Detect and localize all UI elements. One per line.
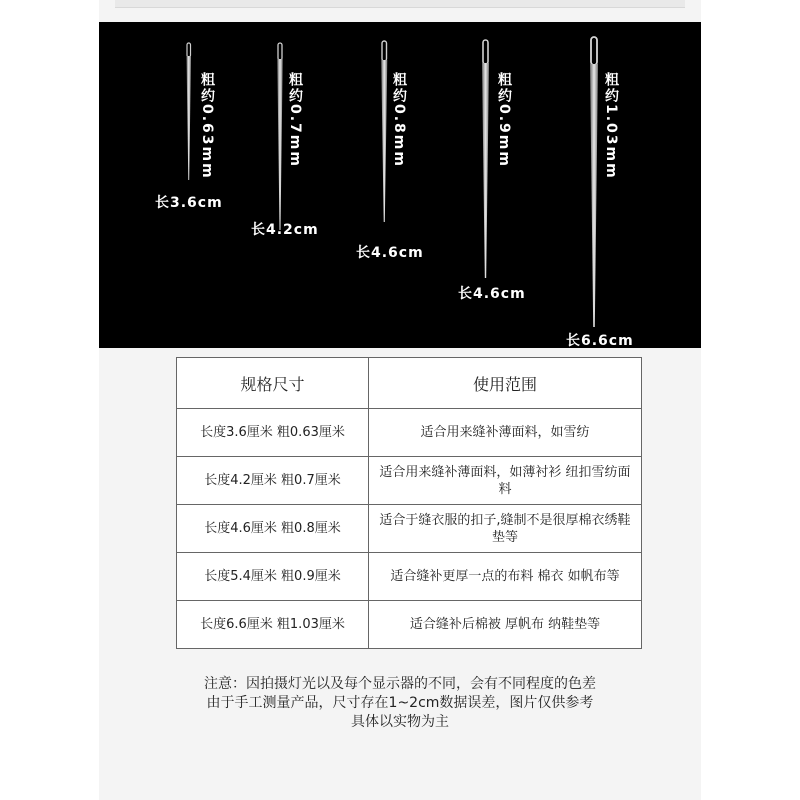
needle-5 xyxy=(590,37,598,327)
needle-2-thickness: 粗约0.7mm xyxy=(287,72,303,168)
needle-3 xyxy=(381,41,387,222)
spec-table xyxy=(176,357,642,649)
note-line: 注意：因拍摄灯光以及每个显示器的不同，会有不同程度的色差 xyxy=(204,676,596,692)
spec-cell: 长度6.6厘米 粗1.03厘米 xyxy=(177,601,369,649)
needle-4-thickness: 粗约0.9mm xyxy=(496,72,512,168)
table-row xyxy=(177,553,642,601)
spec-cell: 长度5.4厘米 粗0.9厘米 xyxy=(177,553,369,601)
usage-cell: 适合缝补更厚一点的布料 棉衣 如帆布等 xyxy=(369,553,642,601)
needle-photo xyxy=(99,22,701,348)
usage-cell: 适合缝补后棉被 厚帆布 纳鞋垫等 xyxy=(369,601,642,649)
note-line: 具体以实物为主 xyxy=(351,714,449,730)
needle-2-length: 长4.2cm xyxy=(251,222,319,238)
spec-cell: 长度3.6厘米 粗0.63厘米 xyxy=(177,409,369,457)
needle-5-length: 长6.6cm xyxy=(566,333,634,348)
needle-4 xyxy=(482,40,489,278)
spec-cell: 长度4.6厘米 粗0.8厘米 xyxy=(177,505,369,553)
usage-cell: 适合于缝衣服的扣子,缝制不是很厚棉衣绣鞋垫等 xyxy=(369,505,642,553)
table-row xyxy=(177,505,642,553)
needle-3-length: 长4.6cm xyxy=(356,245,424,261)
header-usage: 使用范围 xyxy=(369,358,642,409)
needle-1-thickness: 粗约0.63mm xyxy=(199,72,215,180)
needles-graphic xyxy=(99,22,701,348)
usage-cell: 适合用来缝补薄面料，如薄衬衫 纽扣雪纺面料 xyxy=(369,457,642,505)
note-line: 由于手工测量产品，尺寸存在1~2cm数据误差，图片仅供参考 xyxy=(206,695,594,711)
table-row xyxy=(177,601,642,649)
needle-1-length: 长3.6cm xyxy=(155,195,223,211)
spec-cell: 长度4.2厘米 粗0.7厘米 xyxy=(177,457,369,505)
needle-4-length: 长4.6cm xyxy=(458,286,526,302)
needle-5-thickness: 粗约1.03mm xyxy=(603,72,619,180)
table-header-row xyxy=(177,358,642,409)
table-row xyxy=(177,409,642,457)
disclaimer-note xyxy=(140,675,660,732)
needle-1 xyxy=(187,43,192,180)
needle-3-thickness: 粗约0.8mm xyxy=(391,72,407,168)
top-strip xyxy=(115,0,685,8)
table-row xyxy=(177,457,642,505)
header-spec: 规格尺寸 xyxy=(177,358,369,409)
usage-cell: 适合用来缝补薄面料，如雪纺 xyxy=(369,409,642,457)
needle-2 xyxy=(277,43,282,230)
